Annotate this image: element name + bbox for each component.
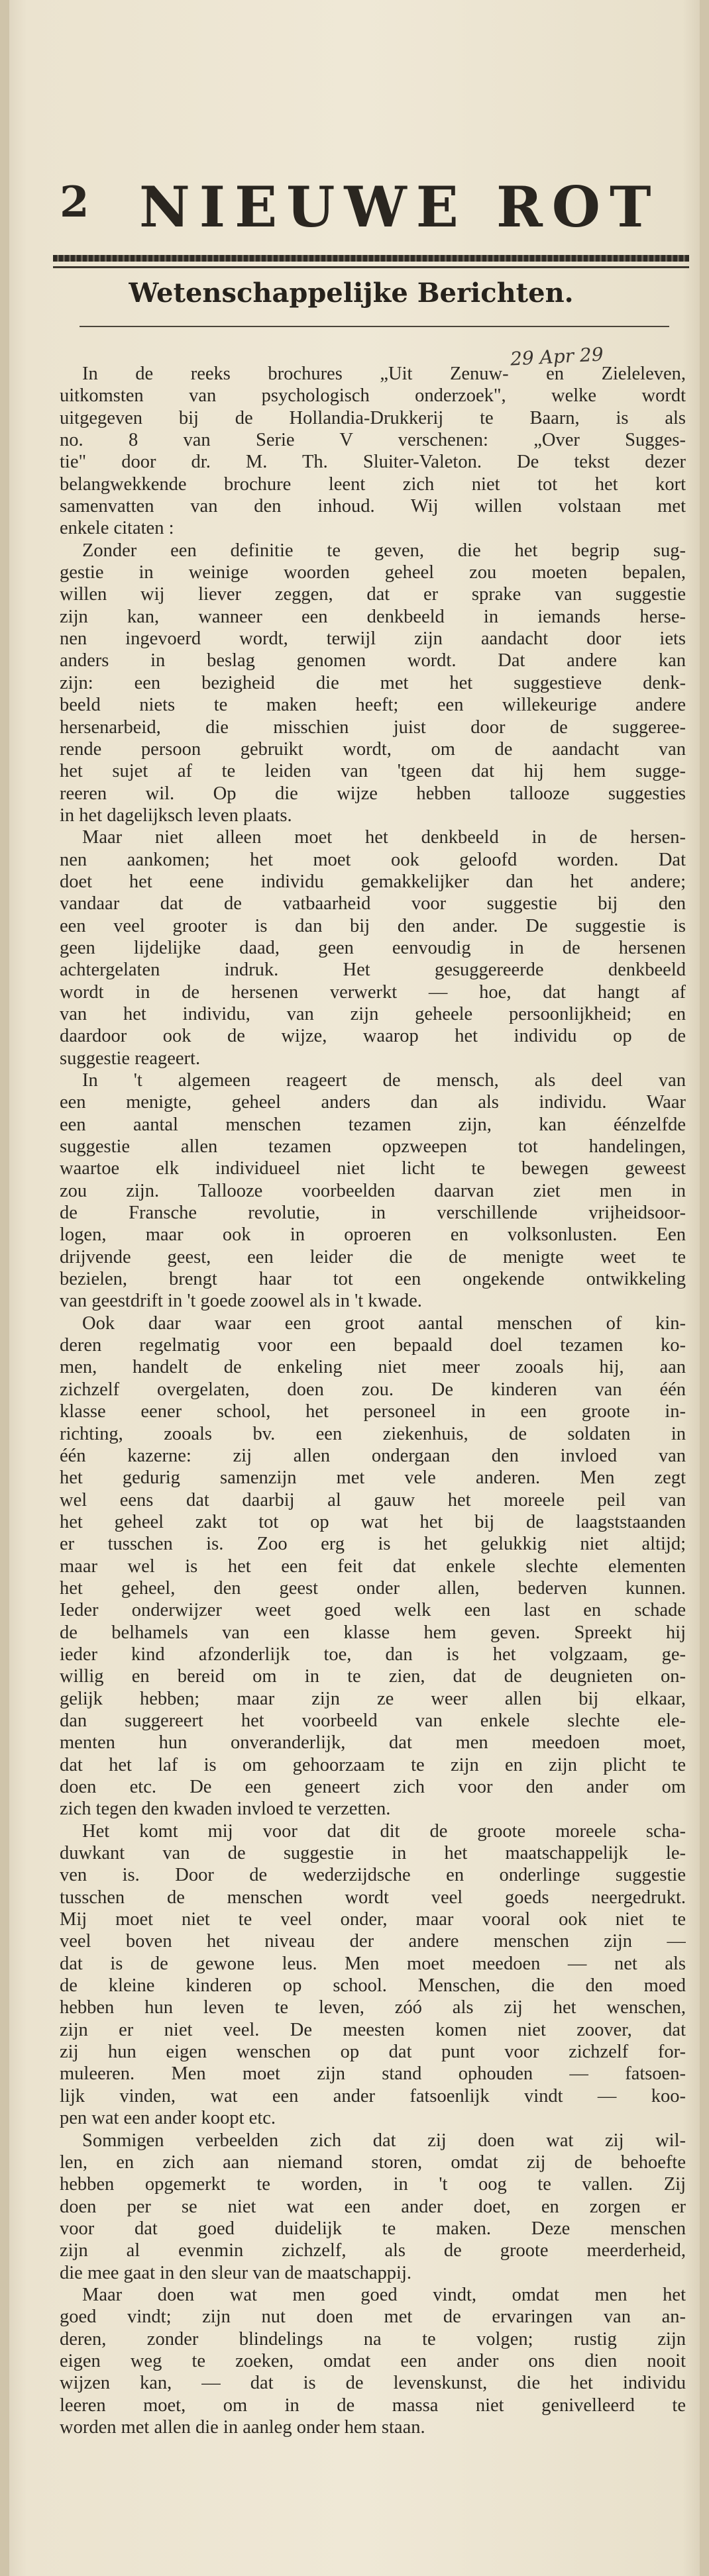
masthead: [60, 177, 709, 237]
text-line: In de reeks brochures „Uit Zenuw- en Zieleleven,: [82, 364, 686, 384]
text-line: achtergelaten indruk. Het gesuggereerde denkbeeld: [60, 960, 686, 981]
text-line: bezielen, brengt haar tot een ongekende ontwikkeling: [60, 1269, 686, 1290]
text-line: suggestie allen tezamen opzweepen tot handelingen,: [60, 1136, 686, 1158]
text-line: één kazerne: zij allen ondergaan den invloed van: [60, 1445, 686, 1466]
text-line: van geestdrift in 't goede zoowel als in 't kwade.: [60, 1291, 422, 1312]
text-line: pen wat een ander koopt etc.: [60, 2108, 276, 2129]
text-line: eigen weg te zoeken, omdat een ander ons dien nooit: [60, 2350, 686, 2371]
text-line: doen per se niet wat een ander doet, en zorgen er: [60, 2196, 686, 2217]
text-line: zijn: een bezigheid die met het suggestieve denk-: [60, 672, 686, 693]
text-line: no. 8 van Serie V verschenen: „Over Sugges-: [60, 430, 686, 451]
text-line: wordt in de hersenen verwerkt — hoe, dat hangt af: [60, 981, 686, 1003]
section-title: Wetenschappelijke Berichten.: [129, 277, 574, 309]
text-line: lijk vinden, wat een ander fatsoenlijk vindt — koo-: [60, 2085, 686, 2106]
text-line: enkele citaten :: [60, 518, 174, 539]
masthead-rule-thin: [53, 266, 689, 268]
text-line: dat is de gewone leus. Men moet meedoen — net als: [60, 1953, 686, 1974]
text-line: wel eens dat daarbij al gauw het moreele peil van: [60, 1489, 686, 1511]
text-line: uitkomsten van psychologisch onderzoek", welke wordt: [60, 385, 686, 407]
article-body: [60, 363, 686, 2438]
text-line: tusschen de menschen wordt veel goeds neergedrukt.: [60, 1887, 686, 1908]
text-line: klasse eener school, het personeel in een groote in-: [60, 1401, 686, 1422]
paper-edge-right: [700, 0, 709, 2576]
text-line: tie" door dr. M. Th. Sluiter-Valeton. De tekst dezer: [60, 452, 686, 473]
text-line: zichzelf overgelaten, doen zou. De kinderen van één: [60, 1379, 686, 1400]
text-line: het geheel, den geest onder allen, bederven kunnen.: [60, 1577, 686, 1599]
text-line: zij hun eigen wenschen op dat punt voor zichzelf for-: [60, 2042, 686, 2063]
text-line: een menigte, geheel anders dan als individu. Waar: [60, 1092, 686, 1113]
text-line: drijvende geest, een leider die de menigte weet te: [60, 1246, 686, 1267]
text-line: deren, zonder blindelings na te volgen; rustig zijn: [60, 2328, 686, 2350]
text-line: wijzen kan, — dat is de levenskunst, die het individu: [60, 2373, 686, 2394]
text-line: maar wel is het een feit dat enkele slechte elementen: [60, 1556, 686, 1577]
text-line: doet het eene individu gemakkelijker dan het andere;: [60, 871, 686, 892]
text-line: goed vindt; zijn nut doen met de ervaringen van an-: [60, 2306, 686, 2328]
text-line: willen wij liever zeggen, dat er sprake van suggestie: [60, 584, 686, 605]
text-line: rende persoon gebruikt wordt, om de aandacht van: [60, 738, 686, 760]
text-line: Maar doen wat men goed vindt, omdat men het: [82, 2284, 686, 2305]
text-line: daardoor ook de wijze, waarop het individu op de: [60, 1026, 686, 1047]
text-line: dan suggereert het voorbeeld van enkele slechte ele-: [60, 1710, 686, 1731]
text-line: voor dat goed duidelijk te maken. Deze menschen: [60, 2218, 686, 2239]
handwritten-date: 29 Apr 29: [510, 343, 604, 370]
newspaper-name: NIEUWE ROT: [139, 177, 661, 237]
text-line: gestie in weinige woorden geheel zou moeten bepalen,: [60, 562, 686, 583]
text-line: nen ingevoerd wordt, terwijl zijn aandacht door iets: [60, 628, 686, 650]
text-line: het gedurig samenzijn met vele anderen. Men zegt: [60, 1467, 686, 1489]
text-line: hersenarbeid, die misschien juist door de suggeree-: [60, 717, 686, 738]
text-line: Ieder onderwijzer weet goed welk een last en schade: [60, 1600, 686, 1621]
text-line: nen aankomen; het moet ook geloofd worden. Dat: [60, 849, 686, 870]
text-line: waartoe elk individueel niet licht te bewegen geweest: [60, 1158, 686, 1179]
text-line: zijn al evenmin zichzelf, als de groote meerderheid,: [60, 2240, 686, 2261]
text-line: zou zijn. Tallooze voorbeelden daarvan ziet men in: [60, 1180, 686, 1201]
text-line: een veel grooter is dan bij den ander. De suggestie is: [60, 915, 686, 936]
text-line: zijn kan, wanneer een denkbeeld in iemands herse-: [60, 606, 686, 627]
text-line: Sommigen verbeelden zich dat zij doen wat zij wil-: [82, 2130, 686, 2151]
text-line: doen etc. De een geneert zich voor den ander om: [60, 1777, 686, 1797]
text-line: anders in beslag genomen wordt. Dat andere kan: [60, 650, 686, 671]
text-line: logen, maar ook in oproeren en volksonlusten. Een: [60, 1224, 686, 1246]
text-line: men, handelt de enkeling niet meer zooals hij, aan: [60, 1357, 686, 1378]
text-line: deren regelmatig voor een bepaald doel tezamen ko-: [60, 1335, 686, 1356]
text-line: dat het laf is om gehoorzaam te zijn en zijn plicht te: [60, 1754, 686, 1775]
text-line: richting, zooals bv. een ziekenhuis, de soldaten in: [60, 1423, 686, 1444]
text-line: hebben opgemerkt te worden, in 't oog te vallen. Zij: [60, 2174, 686, 2195]
text-line: ven is. Door de wederzijdsche en onderlinge suggestie: [60, 1865, 686, 1886]
text-line: willig en bereid om in te zien, dat de deugnieten on-: [60, 1666, 686, 1687]
text-line: In 't algemeen reageert de mensch, als deel van: [82, 1070, 686, 1091]
text-line: menten hun onveranderlijk, dat men meedoen moet,: [60, 1732, 686, 1754]
text-line: Ook daar waar een groot aantal menschen of kin-: [82, 1313, 686, 1334]
text-line: reeren wil. Op die wijze hebben tallooze suggesties: [60, 783, 686, 804]
text-line: Mij moet niet te veel onder, maar vooral ook niet te: [60, 1909, 686, 1930]
text-line: er tusschen is. Zoo erg is het gelukkig niet altijd;: [60, 1534, 686, 1555]
text-line: de belhamels van een klasse hem geven. Spreekt hij: [60, 1622, 686, 1643]
text-line: suggestie reageert.: [60, 1048, 201, 1069]
text-line: het geheel zakt tot op wat het bij de laagststaanden: [60, 1511, 686, 1532]
text-line: muleeren. Men moet zijn stand ophouden — fatsoen-: [60, 2063, 686, 2085]
text-line: uitgegeven bij de Hollandia-Drukkerij te Baarn, is als: [60, 407, 686, 428]
text-line: Het komt mij voor dat dit de groote moreele scha-: [82, 1820, 686, 1842]
text-line: de Fransche revolutie, in verschillende vrijheidsoor-: [60, 1203, 686, 1224]
text-line: vandaar dat de vatbaarheid voor suggestie bij den: [60, 893, 686, 915]
paper-edge-left: [0, 0, 9, 2576]
text-line: geen lijdelijke daad, geen eenvoudig in de hersenen: [60, 937, 686, 958]
text-line: die mee gaat in den sleur van de maatschappij.: [60, 2262, 412, 2283]
text-line: de kleine kinderen op school. Menschen, die den moed: [60, 1975, 686, 1997]
text-line: duwkant van de suggestie in het maatschappelijk le-: [60, 1843, 686, 1864]
text-line: worden met allen die in aanleg onder hem staan.: [60, 2416, 425, 2438]
text-line: belangwekkende brochure leent zich niet tot het kort: [60, 473, 686, 495]
text-line: beeld niets te maken heeft; een willekeurige andere: [60, 695, 686, 716]
text-line: leeren moet, om in de massa niet genivelleerd te: [60, 2395, 686, 2416]
text-line: zijn er niet veel. De meesten komen niet zoover, dat: [60, 2019, 686, 2040]
text-line: van het individu, van zijn geheele persoonlijkheid; en: [60, 1003, 686, 1024]
section-rule: [80, 326, 669, 327]
text-line: samenvatten van den inhoud. Wij willen volstaan met: [60, 496, 686, 517]
text-line: veel boven het niveau der andere menschen zijn —: [60, 1931, 686, 1952]
text-line: hebben hun leven te leven, zóó als zij het wenschen,: [60, 1997, 686, 2018]
text-line: een aantal menschen tezamen zijn, kan éénzelfde: [60, 1114, 686, 1135]
text-line: Maar niet alleen moet het denkbeeld in de hersen-: [82, 827, 686, 848]
masthead-rule: [53, 255, 689, 262]
text-line: Zonder een definitie te geven, die het begrip sug-: [82, 540, 686, 561]
text-line: in het dagelijksch leven plaats.: [60, 805, 292, 826]
text-line: het sujet af te leiden van 'tgeen dat hij hem sugge-: [60, 761, 686, 782]
text-line: ieder kind afzonderlijk toe, dan is het volgzaam, ge-: [60, 1644, 686, 1665]
text-line: gelijk hebben; maar zijn ze weer allen bij elkaar,: [60, 1688, 686, 1709]
page-number: 2: [60, 177, 89, 227]
text-line: zich tegen den kwaden invloed te verzetten.: [60, 1799, 391, 1820]
text-line: len, en zich aan niemand storen, omdat zij de behoefte: [60, 2152, 686, 2173]
